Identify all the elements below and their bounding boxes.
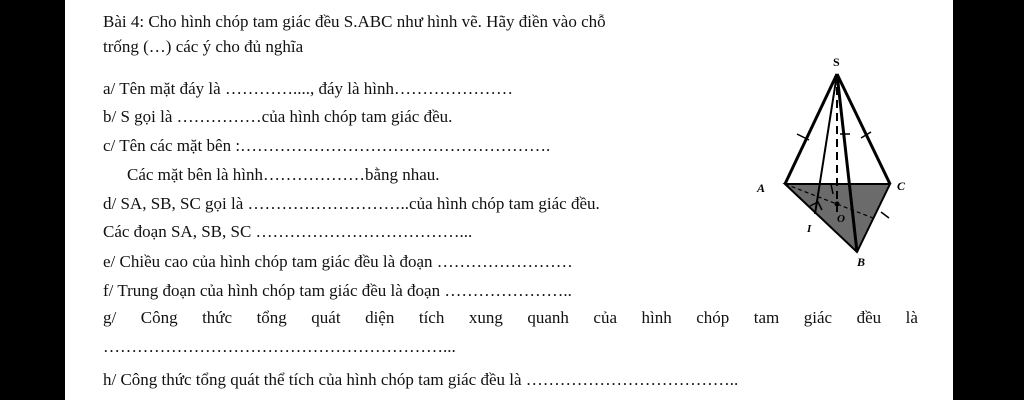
question-g-word: quanh: [527, 308, 569, 327]
question-b: b/ S gọi là ……………của hình chóp tam giác đều.: [103, 107, 453, 126]
pyramid-figure: [745, 52, 915, 282]
question-g-word: xung: [468, 308, 503, 327]
question-f: f/ Trung đoạn của hình chóp tam giác đều là đoạn …………………..: [103, 281, 572, 300]
question-g-word: g/: [103, 308, 117, 327]
label-a: A: [757, 181, 766, 195]
question-g-word: giác: [803, 308, 833, 327]
exercise-title-line1: Bài 4: Cho hình chóp tam giác đều S.ABC như hình vẽ. Hãy điền vào chỗ: [103, 12, 606, 31]
question-g-word: thức: [202, 308, 233, 327]
question-g-word: tam: [753, 308, 780, 327]
question-g-word: hình: [641, 308, 672, 327]
question-e: e/ Chiều cao của hình chóp tam giác đều là đoạn ……………………: [103, 252, 573, 271]
question-g-word: tổng: [256, 308, 287, 327]
label-c: C: [897, 179, 906, 193]
label-s: S: [833, 55, 840, 69]
question-d-continued: Các đoạn SA, SB, SC ………………………………...: [103, 222, 473, 241]
question-c: c/ Tên các mặt bên :……………………………………………….: [103, 136, 551, 155]
question-g-word: diện: [365, 308, 395, 327]
question-g-continued: ……………………………………………………...: [103, 337, 456, 356]
question-a: a/ Tên mặt đáy là …………...., đáy là hình…………………: [103, 79, 513, 98]
question-c-continued: Các mặt bên là hình………………bằng nhau.: [127, 165, 440, 184]
question-g: [103, 308, 918, 328]
label-b: B: [857, 255, 866, 269]
edge-tick: [881, 212, 889, 218]
question-g-word: Công: [140, 308, 178, 327]
question-g-word: là: [905, 308, 918, 327]
question-h: h/ Công thức tổng quát thể tích của hình chóp tam giác đều là ………………………………..: [103, 370, 739, 389]
exercise-title-line2: trống (…) các ý cho đủ nghĩa: [103, 37, 304, 56]
centroid-dot: [835, 202, 840, 207]
label-i: I: [807, 223, 812, 235]
question-d: d/ SA, SB, SC gọi là ………………………..của hình chóp tam giác đều.: [103, 194, 600, 213]
edge-sc: [837, 74, 890, 184]
question-g-word: của: [593, 308, 617, 327]
question-g-word: chóp: [696, 308, 730, 327]
question-g-word: đều: [856, 308, 882, 327]
question-g-word: tích: [418, 308, 445, 327]
question-g-word: quát: [311, 308, 341, 327]
label-o: O: [837, 213, 845, 225]
